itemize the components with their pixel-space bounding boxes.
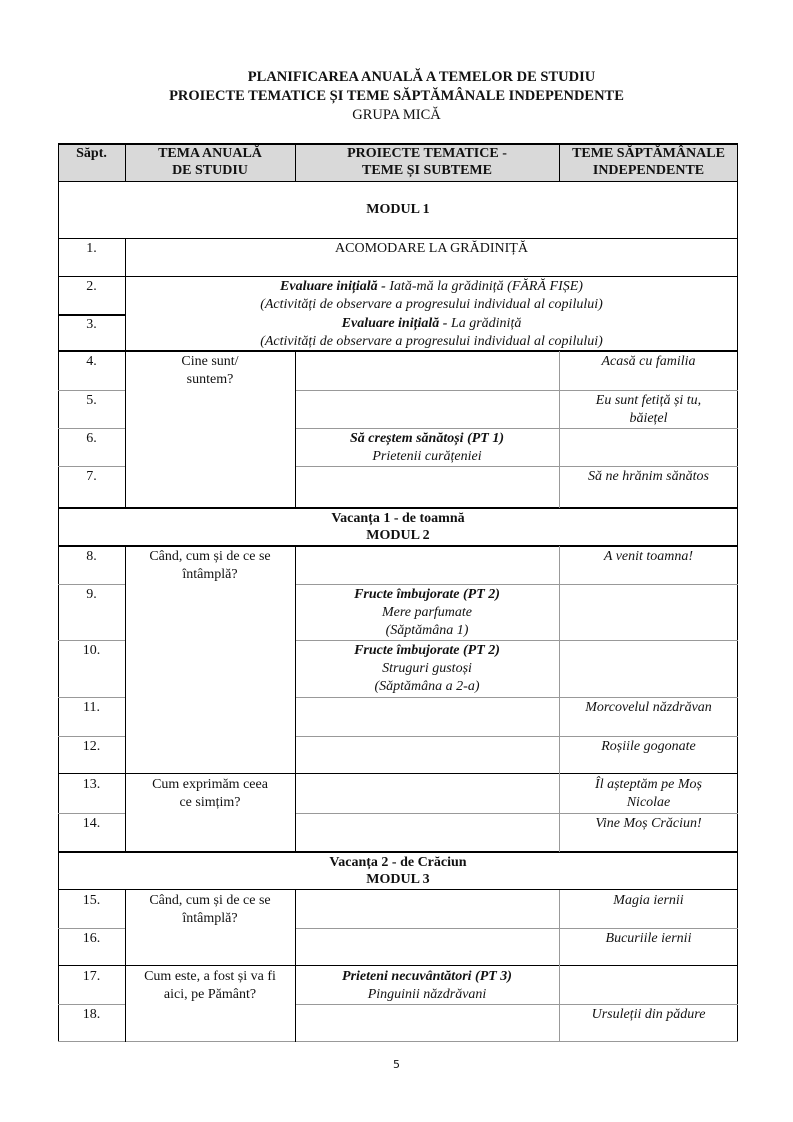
weekly-theme-5: [559, 390, 738, 428]
header-annual-theme: [125, 143, 295, 181]
divider: [295, 466, 738, 467]
vacation-2-row: [58, 852, 738, 890]
table-border-left: [58, 143, 59, 1042]
col-divider: [559, 890, 560, 1042]
col-divider: [125, 546, 126, 852]
table-border-top: [58, 143, 738, 145]
divider: [295, 697, 738, 698]
header-projects: [295, 143, 559, 181]
annual-theme-line2: ce simțim?: [179, 795, 241, 810]
divider: [58, 507, 738, 509]
weekly-theme-label: Bucuriile iernii: [605, 931, 692, 946]
week-number: 18.: [82, 1007, 101, 1022]
weekly-theme-line1: Eu sunt fetiță și tu,: [595, 393, 702, 408]
evaluare-text: Iată-mă la grădiniță (FĂRĂ FIȘE): [385, 279, 583, 294]
divider: [58, 851, 738, 853]
weekly-theme-label: Acasă cu familia: [601, 354, 696, 369]
divider: [58, 276, 738, 277]
divider: [58, 390, 125, 391]
col-divider: [295, 890, 296, 1042]
week-12: [58, 736, 125, 774]
col-divider: [125, 238, 126, 351]
project-week: (Săptămâna 1): [385, 623, 469, 638]
table-border-right: [737, 143, 738, 1042]
week-5: [58, 390, 125, 428]
week-6: [58, 428, 125, 466]
col-divider: [125, 143, 126, 181]
week-16: [58, 928, 125, 966]
evaluare-bold: Evaluare inițială -: [280, 279, 386, 294]
week-13: [58, 774, 125, 813]
divider: [58, 1004, 125, 1005]
divider: [58, 238, 738, 239]
annual-theme-cum-este: [125, 966, 295, 1042]
project-pt2-week2: [295, 640, 559, 697]
annual-theme-line1: Când, cum și de ce se: [149, 893, 271, 908]
col-divider: [295, 143, 296, 181]
project-title: Să creștem sănătoși (PT 1): [350, 431, 504, 446]
evaluare-sub: (Activități de observare a progresului individual al copilului): [260, 334, 603, 349]
annual-theme-line1: Când, cum și de ce se: [149, 549, 271, 564]
week-4: [58, 351, 125, 390]
vacation-1-row: [58, 508, 738, 546]
project-title: Prieteni necuvântători (PT 3): [342, 969, 512, 984]
week-number: 12.: [82, 739, 101, 754]
week-number: 4.: [86, 354, 97, 369]
weekly-theme-line2: băiețel: [629, 411, 668, 426]
project-title: Fructe îmbujorate (PT 2): [354, 587, 500, 602]
divider: [58, 350, 738, 352]
week-number: 9.: [86, 587, 97, 602]
week-number: 6.: [86, 431, 97, 446]
divider: [58, 466, 125, 467]
title-line-2: PROIECTE TEMATICE ȘI TEME SĂPTĂMÂNALE INDEPENDENTE: [169, 88, 624, 104]
project-subtheme: Mere parfumate: [381, 605, 473, 620]
divider: [58, 314, 125, 316]
col-divider: [559, 143, 560, 181]
divider: [58, 773, 738, 774]
modul-1-label: MODUL 1: [366, 202, 430, 217]
col-divider: [559, 546, 560, 852]
week-10: [58, 640, 125, 697]
weekly-theme-11: [559, 697, 738, 736]
divider: [295, 390, 738, 391]
week-11: [58, 697, 125, 736]
divider: [58, 813, 125, 814]
annual-theme-line2: aici, pe Pământ?: [163, 987, 257, 1002]
annual-theme-line1: Cum este, a fost și va fi: [144, 969, 276, 984]
divider: [58, 584, 125, 585]
week-18: [58, 1004, 125, 1042]
header-annual-theme-line1: TEMA ANUALĂ: [158, 146, 262, 161]
week-14: [58, 813, 125, 852]
document-title-block: [0, 68, 793, 125]
week-number: 15.: [82, 893, 101, 908]
week-number: 1.: [86, 241, 97, 256]
week-number: 8.: [86, 549, 97, 564]
page-number: 5: [393, 1058, 400, 1071]
week-2: [58, 276, 125, 314]
project-subtheme: Prietenii curățeniei: [372, 449, 482, 464]
title-line-1: PLANIFICAREA ANUALĂ A TEMELOR DE STUDIU: [247, 69, 596, 85]
annual-theme-cand-cum: [125, 546, 295, 774]
week-number: 14.: [82, 816, 101, 831]
divider: [58, 428, 125, 429]
weekly-theme-line2: Nicolae: [626, 795, 671, 810]
evaluare-initiala-1: [125, 276, 738, 314]
annual-theme-line1: Cine sunt/: [181, 354, 239, 369]
divider: [58, 889, 738, 890]
divider: [295, 813, 738, 814]
week-9: [58, 584, 125, 640]
annual-theme-line2: suntem?: [186, 372, 234, 387]
week-number: 11.: [83, 700, 100, 715]
weekly-theme-16: [559, 928, 738, 966]
header-weekly-line1: TEME SĂPTĂMÂNALE: [572, 146, 725, 161]
annual-theme-cum-exprimam: [125, 774, 295, 852]
weekly-theme-label: Roșiile gogonate: [601, 739, 696, 754]
modul-3-label: MODUL 3: [366, 872, 430, 887]
weekly-theme-label: A venit toamna!: [603, 549, 694, 564]
divider: [58, 736, 125, 737]
week-7: [58, 466, 125, 508]
weekly-theme-12: [559, 736, 738, 774]
col-divider: [125, 890, 126, 1042]
weekly-theme-8: [559, 546, 738, 584]
weekly-theme-line1: Îl așteptăm pe Moș: [595, 777, 702, 792]
acomodare-label: ACOMODARE LA GRĂDINIȚĂ: [335, 241, 528, 256]
week-number: 3.: [86, 317, 97, 332]
evaluare-initiala-2: [125, 314, 738, 351]
divider: [295, 640, 738, 641]
acomodare-row: [125, 238, 738, 276]
annual-theme-line2: întâmplă?: [182, 567, 238, 582]
week-1: [58, 238, 125, 276]
divider: [58, 965, 738, 966]
header-weekly-line2: INDEPENDENTE: [592, 163, 705, 178]
header-annual-theme-line2: DE STUDIU: [172, 163, 248, 178]
title-line-3: GRUPA MICĂ: [352, 107, 441, 123]
project-subtheme: Pinguinii năzdrăvani: [367, 987, 487, 1002]
col-divider: [295, 546, 296, 852]
modul-1-row: [58, 181, 738, 238]
header-week: [58, 143, 125, 181]
week-17: [58, 966, 125, 1004]
annual-theme-cand-cum-2: [125, 890, 295, 966]
project-pt3: [295, 966, 559, 1004]
project-week: (Săptămâna a 2-a): [374, 679, 480, 694]
divider: [58, 697, 125, 698]
divider: [58, 545, 738, 547]
week-number: 2.: [86, 279, 97, 294]
col-divider: [125, 351, 126, 508]
evaluare-line: [125, 278, 738, 296]
project-subtheme: Struguri gustoși: [382, 661, 472, 676]
weekly-theme-18: [559, 1004, 738, 1042]
annual-theme-line1: Cum exprimăm ceea: [152, 777, 268, 792]
week-number: 16.: [82, 931, 101, 946]
evaluare-bold: Evaluare inițială -: [341, 316, 448, 331]
divider: [295, 584, 738, 585]
weekly-theme-15: [559, 890, 738, 928]
divider: [58, 928, 125, 929]
weekly-theme-14: [559, 813, 738, 852]
weekly-theme-label: Magia iernii: [613, 893, 684, 908]
week-15: [58, 890, 125, 928]
week-number: 13.: [82, 777, 101, 792]
annual-theme-cine-sunt: [125, 351, 295, 508]
evaluare-text: La grădiniță: [447, 316, 522, 331]
divider: [295, 1004, 738, 1005]
weekly-theme-4: [559, 351, 738, 390]
divider: [295, 428, 738, 429]
weekly-theme-label: Să ne hrănim sănătos: [588, 469, 709, 484]
week-3: [58, 314, 125, 351]
project-pt1: [295, 428, 559, 466]
weekly-theme-7: [559, 466, 738, 508]
week-number: 5.: [86, 393, 97, 408]
weekly-theme-label: Morcovelul năzdrăvan: [585, 700, 712, 715]
weekly-theme-label: Vine Moș Crăciun!: [595, 816, 702, 831]
week-8: [58, 546, 125, 584]
modul-2-label: MODUL 2: [366, 528, 430, 543]
weekly-theme-13: [559, 774, 738, 813]
col-divider: [559, 351, 560, 508]
header-weekly: [559, 143, 738, 181]
header-week-label: Săpt.: [76, 146, 107, 161]
divider: [295, 928, 738, 929]
vacation-label: Vacanța 1 - de toamnă: [331, 511, 465, 526]
annual-theme-line2: întâmplă?: [182, 911, 238, 926]
header-projects-line2: TEME ȘI SUBTEME: [362, 163, 492, 178]
evaluare-line: [125, 315, 738, 333]
divider: [58, 181, 738, 182]
header-projects-line1: PROIECTE TEMATICE -: [347, 146, 507, 161]
divider: [295, 736, 738, 737]
weekly-theme-label: Ursuleții din pădure: [591, 1007, 706, 1022]
col-divider: [295, 351, 296, 508]
table-border-bottom: [58, 1041, 738, 1042]
project-title: Fructe îmbujorate (PT 2): [354, 643, 500, 658]
week-number: 10.: [82, 643, 101, 658]
project-pt2-week1: [295, 584, 559, 640]
week-number: 17.: [82, 969, 101, 984]
vacation-label: Vacanța 2 - de Crăciun: [329, 855, 467, 870]
evaluare-sub: (Activități de observare a progresului individual al copilului): [260, 297, 603, 312]
divider: [58, 640, 125, 641]
week-number: 7.: [86, 469, 97, 484]
